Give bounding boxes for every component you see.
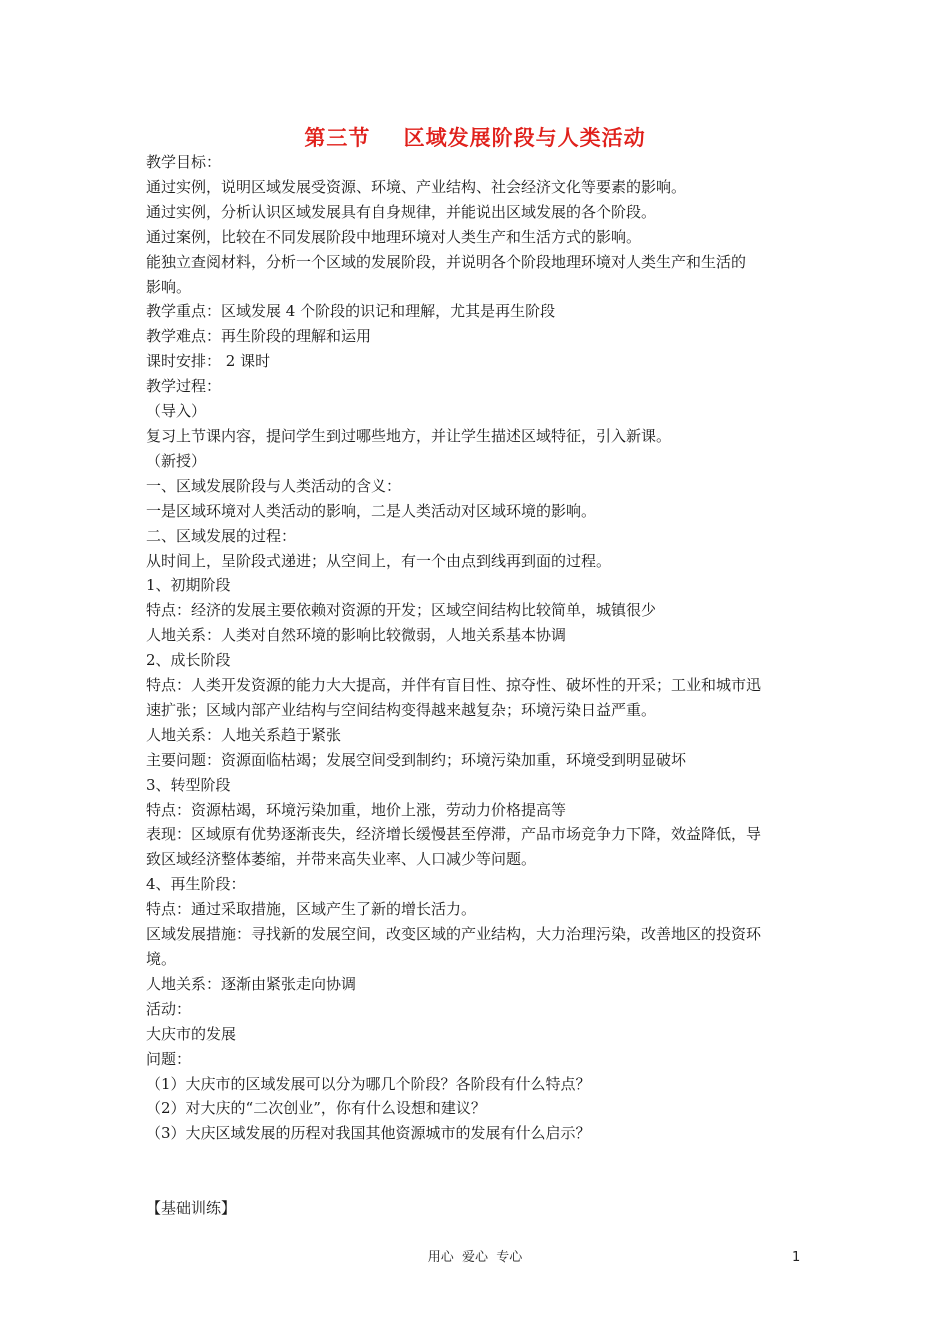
text-line: 大庆市的发展 [146, 1024, 237, 1043]
text-line: 人地关系：人地关系趋于紧张 [146, 725, 342, 744]
text-line: （新授） [146, 451, 207, 470]
text-line: 活动： [146, 999, 192, 1018]
text-line: （导入） [146, 402, 207, 421]
page-footer-motto: 用心 爱心 专心 [427, 1250, 523, 1265]
text-line: 特点：资源枯竭，环境污染加重，地价上涨，劳动力价格提高等 [146, 800, 567, 819]
text-line: 特点：人类开发资源的能力大大提高，并伴有盲目性、掠夺性、破坏性的开采；工业和城市迅 [146, 676, 762, 695]
text-line: 一、区域发展阶段与人类活动的含义： [146, 476, 402, 495]
text-line: 问题： [146, 1049, 192, 1068]
text-line: 4、再生阶段： [146, 875, 246, 894]
text-line: 教学重点：区域发展 4 个阶段的识记和理解，尤其是再生阶段 [146, 302, 556, 321]
text-line: 区域发展措施：寻找新的发展空间，改变区域的产业结构，大力治理污染，改善地区的投资环 [146, 925, 762, 944]
text-line: 二、区域发展的过程： [146, 526, 297, 545]
text-line: （3）大庆区域发展的历程对我国其他资源城市的发展有什么启示？ [146, 1124, 591, 1143]
text-line: 人地关系：逐渐由紧张走向协调 [146, 974, 357, 993]
text-line: 一是区域环境对人类活动的影响，二是人类活动对区域环境的影响。 [146, 501, 597, 520]
section-heading-basic-training: 【基础训练】 [146, 1199, 237, 1217]
text-line: 从时间上，呈阶段式递进；从空间上，有一个由点到线再到面的过程。 [146, 551, 612, 570]
text-line: 特点：经济的发展主要依赖对资源的开发；区域空间结构比较简单，城镇很少 [146, 601, 657, 620]
text-line: 通过实例，说明区域发展受资源、环境、产业结构、社会经济文化等要素的影响。 [146, 177, 687, 196]
text-line: 通过实例，分析认识区域发展具有自身规律，并能说出区域发展的各个阶段。 [146, 202, 657, 221]
text-line: 表现：区域原有优势逐渐丧失，经济增长缓慢甚至停滞，产品市场竞争力下降，效益降低，导 [146, 825, 762, 844]
text-line: 教学目标： [146, 153, 222, 171]
text-line: 特点：通过采取措施，区域产生了新的增长活力。 [146, 900, 477, 919]
text-line: 1、初期阶段 [146, 576, 231, 595]
text-line: 人地关系：人类对自然环境的影响比较微弱，人地关系基本协调 [146, 626, 567, 645]
text-line: 课时安排： 2 课时 [146, 352, 271, 371]
page-number: 1 [792, 1250, 801, 1265]
text-line: 教学难点：再生阶段的理解和运用 [146, 327, 372, 346]
page-title: 第三节 区域发展阶段与人类活动 [304, 126, 646, 150]
text-line: 致区域经济整体萎缩，并带来高失业率、人口减少等问题。 [146, 850, 537, 869]
text-line: 教学过程： [146, 377, 222, 396]
document-body [146, 150, 814, 1146]
text-line: 主要问题：资源面临枯竭；发展空间受到制约；环境污染加重，环境受到明显破坏 [146, 750, 687, 769]
text-line: （1）大庆市的区域发展可以分为哪几个阶段？各阶段有什么特点？ [146, 1074, 591, 1093]
text-line: 影响。 [146, 277, 192, 296]
text-line: （2）对大庆的“二次创业”，你有什么设想和建议？ [146, 1099, 486, 1118]
text-line: 复习上节课内容，提问学生到过哪些地方，并让学生描述区域特征，引入新课。 [146, 426, 672, 445]
text-line: 3、转型阶段 [146, 775, 231, 794]
text-line: 境。 [146, 950, 177, 968]
text-line: 2、成长阶段 [146, 651, 231, 670]
text-line: 速扩张；区域内部产业结构与空间结构变得越来越复杂；环境污染日益严重。 [146, 700, 657, 719]
text-line: 能独立查阅材料，分析一个区域的发展阶段，并说明各个阶段地理环境对人类生产和生活的 [146, 252, 747, 271]
text-line: 通过案例，比较在不同发展阶段中地理环境对人类生产和生活方式的影响。 [146, 227, 642, 246]
